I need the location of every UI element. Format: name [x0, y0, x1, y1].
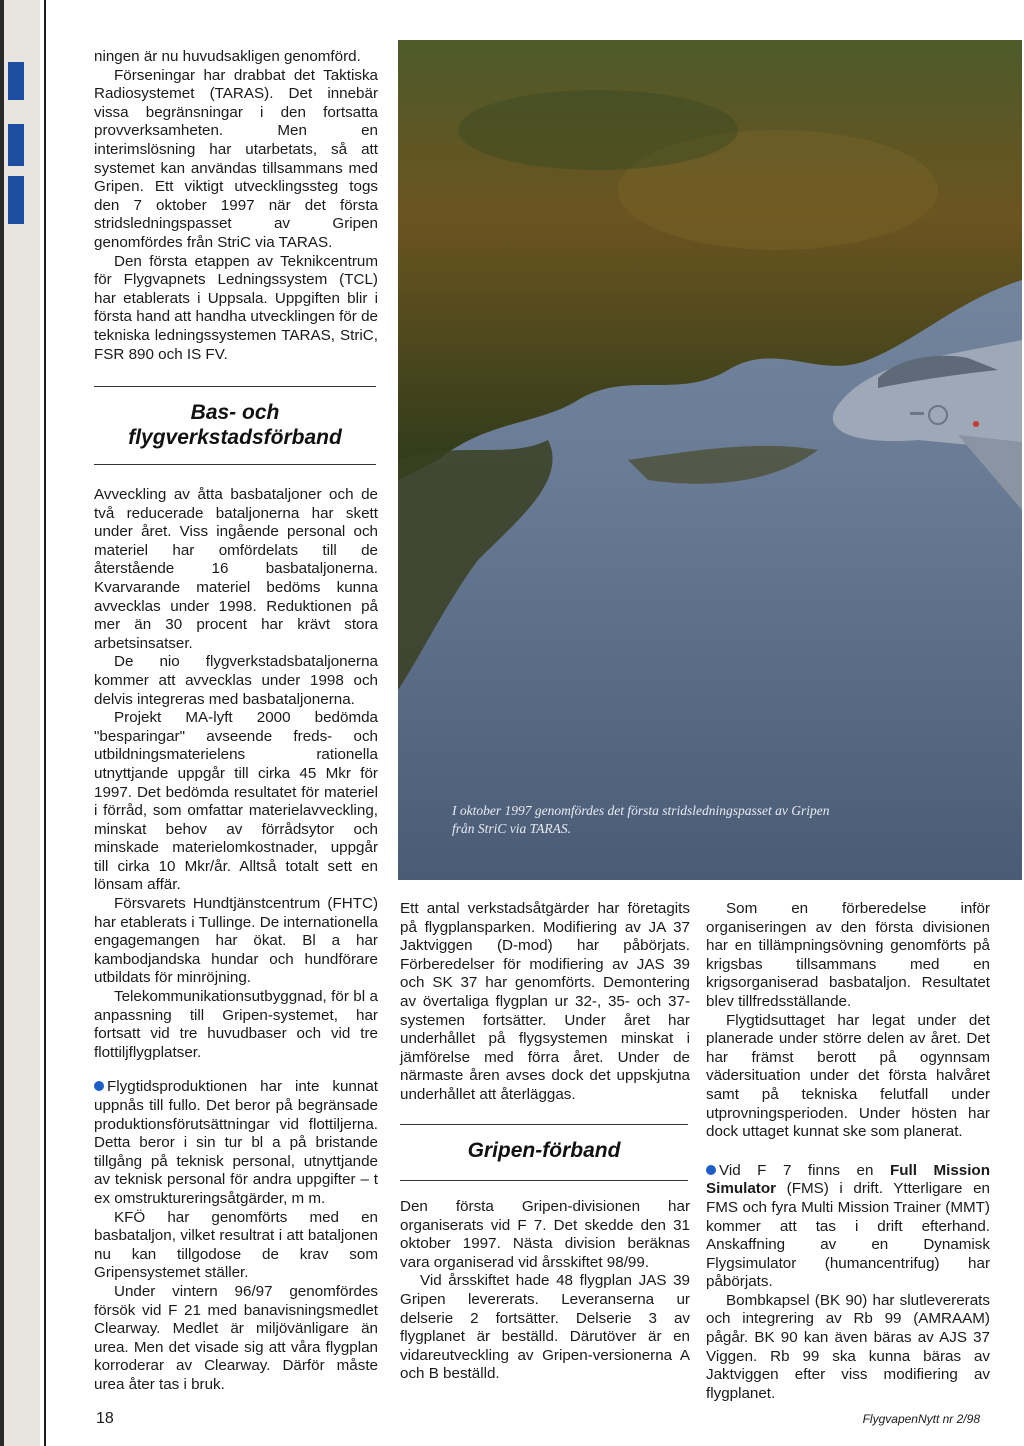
paragraph: Under vintern 96/97 genomfördes försök vid F 21 med banavisningsmedlet Clearway. Medlet är miljövänligare än urea. Men det visade sig att våra flygplan korroderar av Clearway. Därför måste urea åter tas i bruk.: [94, 1282, 378, 1393]
paragraph: Den första Gripen-divisionen har organiserats vid F 7. Det skedde den 31 oktober 1997. Nästa division beräknas vara organiserad vid årsskiftet 98/99.: [400, 1198, 690, 1271]
column-2-bottom: [400, 1198, 690, 1384]
paragraph: Som en förberedelse inför organiseringen av den första divisionen har en tillämpningsövning genomförts på krigsbas tillsammans med en krigsorganiserad basbataljon. Resultatet blev tillfredsställande.: [706, 900, 990, 1010]
paragraph: De nio flygverkstadsbataljonerna kommer att avvecklas under 1998 och delvis integreras med basbataljonerna.: [94, 653, 378, 708]
section-heading-bas: Bas- och flygverkstadsförband: [128, 401, 342, 449]
paragraph: Förseningar har drabbat det Taktiska Radiosystemet (TARAS). Det innebär vissa begränsningar i den fortsatta provverksamheten. Men en interimslösning har utarbetats, så att systemet kan användas tillsammans med Gripen. Ett viktigt utvecklingssteg togs den 7 oktober 1997 när det första stridsledningspasset av Gripen genomfördes från StriC via TARAS.: [94, 66, 378, 251]
column-3: [706, 900, 990, 1403]
column-1-top: [94, 48, 378, 364]
section-rule: [400, 1124, 688, 1125]
paragraph: Telekommunikationsutbyggnad, för bl a anpassning till Gripen-systemet, har fortsatt vid tre huvudbaser och vid tre flottiljflygplatser.: [94, 988, 378, 1061]
paragraph: Bombkapsel (BK 90) har slutlevererats och integrering av Rb 99 (AMRAAM) pågår. BK 90 kan även bäras av AJS 37 Viggen. Rb 99 ska kunna bäras av Jaktviggen efter viss modifiering av flygplanet.: [706, 1291, 990, 1402]
page-number: 18: [96, 1410, 114, 1427]
section-rule: [94, 386, 376, 387]
bullet-icon: [706, 1165, 716, 1175]
paragraph: Avveckling av åtta basbataljoner och de två reducerade bataljonerna har skett under året. Viss ingående personal och materiel har omfördelats till de återstående 16 basbataljonerna. Kvarvarande materiel bedöms kunna avvecklas under 1998. Reduktionen på mer än 30 procent har krävt stora arbetsinsatser.: [94, 486, 378, 652]
photo-illustration: [398, 40, 1022, 880]
edge-tab: [8, 62, 24, 100]
paragraph: Ett antal verkstadsåtgärder har företagits på flygplansparken. Modifiering av JA 37 Jaktviggen (D-mod) har påbörjats. Förberedelser för modifiering av JAS 39 och SK 37 har genomförts. Demontering av övertaliga flygplan ur 32-, 35- och 37-systemen fortsätter. Under året har underhållet på flygsystemen minskat i jämförelse med förra året. Under de närmaste åren avses dock det uppskjutna underhållet att återläggas.: [400, 900, 690, 1103]
paragraph: Försvarets Hundtjänstcentrum (FHTC) har etablerats i Tullinge. De internationella engagemangen har ökat. Bl a har kambodjandska hundar och hundförare utbildats för minröjning.: [94, 895, 378, 987]
paragraph: Flygtidsuttaget har legat under det planerade under större delen av året. Det har främst berott på ogynnsam vädersituation under det första halvåret samt på tekniska felutfall under utprovningsperioden. Under hösten har dock uttaget kunnat ske som planerat.: [706, 1011, 990, 1141]
bullet-paragraph: Flygtidsproduktionen har inte kunnat uppnås till fullo. Det beror på begränsade produktionsförutsättningar vid flottiljerna. Detta beror i sin tur bl a på bristande tillgång på teknisk personal, utnyttjande av teknisk personal för andra uppgifter – t ex omstruktureringsåtgärder, m m.: [94, 1078, 378, 1207]
photo-caption: I oktober 1997 genomfördes det första stridsledningspasset av Gripen från StriC via TARAS.: [452, 803, 830, 836]
page-binding: [0, 0, 50, 1446]
paragraph: KFÖ har genomförts med en basbataljon, vilket resultrat i att bataljonen nu kan tillgodose de krav som Gripensystemet ställer.: [94, 1208, 378, 1282]
paragraph: ningen är nu huvudsakligen genomförd.: [94, 48, 361, 65]
bullet-icon: [94, 1081, 104, 1091]
gripen-photo: [398, 40, 1022, 880]
edge-tab: [8, 176, 24, 224]
column-2-top: [400, 900, 690, 1105]
magazine-footer: FlygvapenNytt nr 2/98: [862, 1412, 980, 1426]
paragraph: Vid årsskiftet hade 48 flygplan JAS 39 Gripen levererats. Leveranserna ur delserie 2 fortsätter. Delserie 3 av flygplanet är beställd. Därutöver är en vidareutveckling av Gripen-versionerna A och B beställd.: [400, 1272, 690, 1383]
paragraph: Den första etappen av Teknikcentrum för Flygvapnets Ledningssystem (TCL) har etablerats i Uppsala. Uppgiften blir i första hand att handha utvecklingen för de tekniska ledningssystemen TARAS, StriC, FSR 890 och IS FV.: [94, 252, 378, 363]
bullet-paragraph: Vid F 7 finns en Full Mission Simulator (FMS) i drift. Ytterligare en FMS och fyra Multi Mission Trainer (MMT) kommer att tas i drift efterhand. Anskaffning av en Dynamisk Flygsimulator (humancentrifug) har påbörjats.: [706, 1161, 990, 1291]
section-rule: [400, 1180, 688, 1181]
column-1-bottom: [94, 486, 378, 1395]
edge-tab: [8, 124, 24, 166]
section-heading-gripen: Gripen-förband: [467, 1139, 621, 1162]
section-rule: [94, 464, 376, 465]
paragraph: Projekt MA-lyft 2000 bedömda "besparingar" avseende freds- och utbildningsmaterielens rationella utnyttjande uppgår till cirka 45 Mkr för 1997. Det bedömda resultatet för materiel i förråd, som omfattar materielavveckling, minskat behov av förrådsytor och minskade materielomkostnader, uppgår till cirka 10 Mkr/år. Alltså totalt sett en lönsam affär.: [94, 709, 378, 894]
